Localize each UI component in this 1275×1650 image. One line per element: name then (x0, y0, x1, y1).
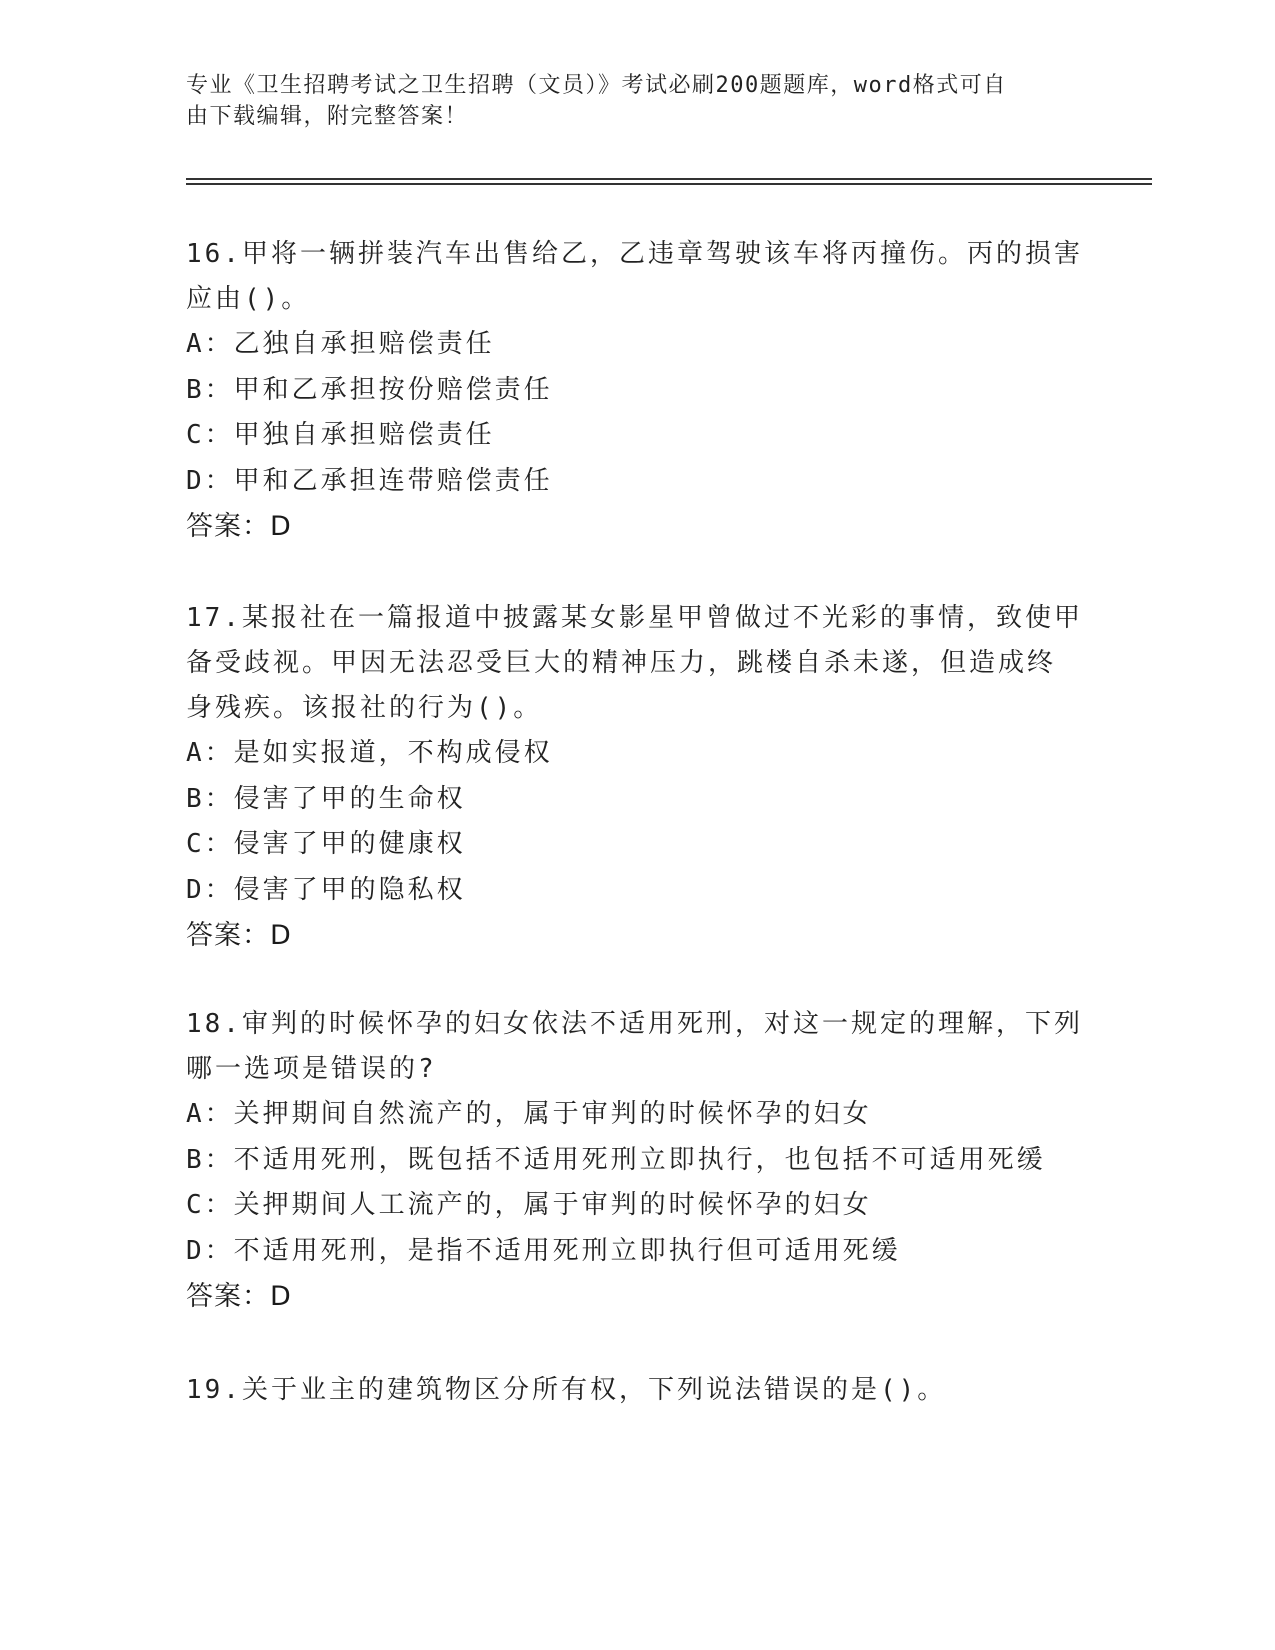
question-stem: 16.甲将一辆拼装汽车出售给乙，乙违章驾驶该车将丙撞伤。丙的损害 应由()。 (186, 239, 1083, 314)
document-header (186, 70, 1066, 132)
question-16 (186, 232, 1086, 550)
question-18 (186, 1002, 1086, 1320)
option-d: D：不适用死刑，是指不适用死刑立即执行但可适用死缓 (186, 1235, 901, 1266)
option-d: D：甲和乙承担连带赔偿责任 (186, 465, 553, 496)
option-a: A：乙独自承担赔偿责任 (186, 329, 495, 359)
option-b: B：侵害了甲的生命权 (186, 783, 466, 814)
option-c: C：关押期间人工流产的，属于审判的时候怀孕的妇女 (186, 1190, 872, 1220)
question-19 (186, 1368, 1086, 1413)
header-divider-bottom (186, 183, 1152, 185)
question-stem: 18.审判的时候怀孕的妇女依法不适用死刑，对这一规定的理解，下列 哪一选项是错误的? (186, 1009, 1083, 1084)
answer: 答案：D (186, 511, 292, 542)
option-a: A：是如实报道，不构成侵权 (186, 738, 553, 768)
option-b: B：不适用死刑，既包括不适用死刑立即执行，也包括不可适用死缓 (186, 1144, 1046, 1175)
answer: 答案：D (186, 1281, 292, 1312)
option-b: B：甲和乙承担按份赔偿责任 (186, 374, 553, 405)
header-line-1: 专业《卫生招聘考试之卫生招聘（文员）》考试必刷200题题库，word格式可自 (186, 73, 1007, 98)
question-stem: 17.某报社在一篇报道中披露某女影星甲曾做过不光彩的事情，致使甲 备受歧视。甲因无法忍受巨大的精神压力，跳楼自杀未遂，但造成终 身残疾。该报社的行为()。 (186, 603, 1083, 723)
header-line-2: 由下载编辑，附完整答案！ (186, 104, 469, 129)
question-17 (186, 596, 1086, 959)
option-a: A：关押期间自然流产的，属于审判的时候怀孕的妇女 (186, 1099, 872, 1129)
header-divider-top (186, 178, 1152, 180)
question-stem: 19.关于业主的建筑物区分所有权，下列说法错误的是()。 (186, 1375, 947, 1405)
option-d: D：侵害了甲的隐私权 (186, 874, 466, 905)
option-c: C：侵害了甲的健康权 (186, 829, 466, 859)
answer: 答案：D (186, 920, 292, 951)
option-c: C：甲独自承担赔偿责任 (186, 420, 495, 450)
